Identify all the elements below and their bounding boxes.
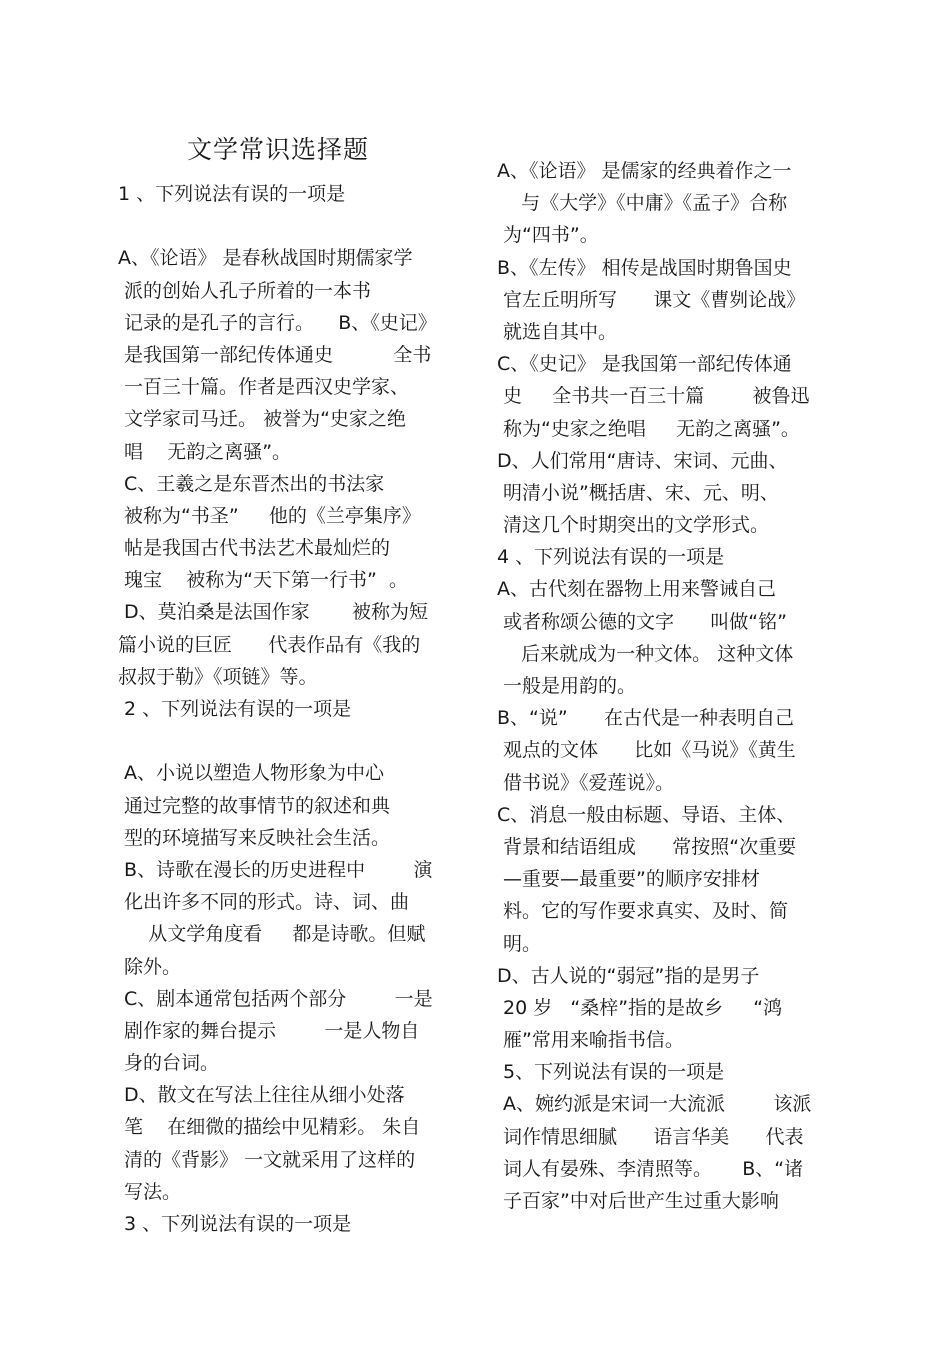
text-line: A、古代刻在器物上用来警诫自己 (497, 578, 776, 601)
text-line: 除外。 (118, 955, 182, 978)
text-line: 2 、下列说法有误的一项是 (118, 698, 352, 720)
text-line: 清这几个时期突出的文学形式。 (497, 514, 770, 537)
text-line: 从文学角度看 都是诗歌。但赋 (118, 923, 426, 946)
text-line: 派的创始人孔子所着的一本书 (118, 279, 372, 302)
text-line: 一般是用韵的。 (497, 675, 637, 697)
text-line: 1 、下列说法有误的一项是 (118, 183, 346, 205)
text-line: 后来就成为一种文体。 这种文体 (497, 642, 794, 665)
text-line: B、“说” 在古代是一种表明自己 (497, 707, 794, 730)
text-line: 笔 在细微的描绘中见精彩。 朱自 (118, 1116, 421, 1139)
text-line: 与《大学》《中庸》《孟子》合称 (497, 192, 788, 215)
text-line: C、消息一般由标题、导语、主体、 (497, 803, 796, 826)
text-line: A、小说以塑造人物形象为中心 (118, 762, 385, 785)
text-line (118, 725, 463, 757)
left-column (118, 178, 463, 1240)
text-line: 篇小说的巨匠 代表作品有《我的 (118, 633, 421, 656)
text-line: 或者称颂公德的文字 叫做“铭” (497, 610, 787, 633)
text-line: D、莫泊桑是法国作家 被称为短 (118, 601, 428, 624)
text-line: 史 全书共一百三十篇 被鲁迅 (497, 385, 810, 408)
text-line: 词人有晏殊、李清照等。 B、“诸 (497, 1157, 804, 1180)
text-line: 称为“史家之绝唱 无韵之离骚”。 (497, 417, 800, 440)
text-line: C、《史记》 是我国第一部纪传体通 (497, 353, 792, 376)
text-line: D、古人说的“弱冠”指的是男子 (497, 964, 760, 987)
text-line: A、婉约派是宋词一大流派 该派 (497, 1093, 812, 1116)
text-line: 借书说》《爱莲说》。 (497, 771, 675, 794)
text-line: 文学家司马迁。 被誉为“史家之绝 (118, 408, 406, 431)
text-line: 记录的是孔子的言行。 B、《史记》 (118, 311, 437, 334)
text-line: 清的《背影》 一文就采用了这样的 (118, 1148, 416, 1171)
text-line: D、人们常用“唐诗、宋词、元曲、 (497, 449, 788, 472)
text-line: 就选自其中。 (497, 320, 618, 343)
text-line: A、《论语》 是春秋战国时期儒家学 (118, 247, 413, 270)
text-line: 4 、下列说法有误的一项是 (497, 546, 725, 569)
text-line: 写法。 (118, 1180, 182, 1203)
text-line: 被称为“书圣” 他的《兰亭集序》 (118, 504, 421, 527)
text-line: 20 岁 “桑梓”指的是故乡 “鸿 (497, 996, 783, 1019)
text-line: 为“四书”。 (497, 224, 599, 247)
text-line: 背景和结语组成 常按照“次重要 (497, 835, 797, 858)
text-line: 唱 无韵之离骚”。 (118, 440, 292, 463)
text-line: —重要—最重要”的顺序安排材 (497, 868, 760, 891)
text-line: 身的台词。 (118, 1052, 220, 1075)
text-line: 雁”常用来喻指书信。 (497, 1029, 684, 1052)
text-line: C、王羲之是东晋杰出的书法家 (118, 472, 385, 495)
text-line: 是我国第一部纪传体通史 全书 (118, 343, 432, 366)
text-line: D、散文在写法上往往从细小处落 (118, 1084, 405, 1107)
text-line: 剧作家的舞台提示 一是人物自 (118, 1019, 420, 1042)
text-line: 帖是我国古代书法艺术最灿烂的 (118, 537, 391, 560)
text-line: A、《论语》 是儒家的经典着作之一 (497, 160, 792, 182)
text-line: 型的环境描写来反映社会生活。 (118, 826, 391, 849)
text-line: 5、下列说法有误的一项是 (497, 1061, 725, 1084)
text-line: 一百三十篇。作者是西汉史学家、 (118, 376, 410, 399)
text-line: 叔叔于勒》《项链》等。 (118, 665, 318, 688)
text-line: B、《左传》 相传是战国时期鲁国史 (497, 256, 792, 279)
text-line: 瑰宝 被称为“天下第一行书” 。 (118, 569, 408, 592)
text-line: 通过完整的故事情节的叙述和典 (118, 794, 391, 817)
text-line: 子百家”中对后世产生过重大影响 (497, 1190, 779, 1212)
text-line (118, 210, 463, 242)
text-line: 明。 (497, 932, 542, 955)
text-line: C、剧本通常包括两个部分 一是 (118, 987, 433, 1010)
text-line: 3 、下列说法有误的一项是 (118, 1213, 352, 1235)
text-line: 料。它的写作要求真实、及时、简 (497, 900, 789, 923)
text-line: 词作情思细腻 语言华美 代表 (497, 1125, 804, 1148)
text-line: 观点的文体 比如《马说》《黄生 (497, 739, 796, 762)
text-line: 化出许多不同的形式。诗、词、曲 (118, 891, 410, 914)
text-line: 明清小说”概括唐、宋、元、明、 (497, 481, 779, 504)
page-title: 文学常识选择题 (187, 135, 370, 164)
right-column (497, 155, 842, 1217)
text-line: 官左丘明所写 课文《曹刿论战》 (497, 288, 806, 311)
text-line: B、诗歌在漫长的历史进程中 演 (118, 858, 433, 881)
